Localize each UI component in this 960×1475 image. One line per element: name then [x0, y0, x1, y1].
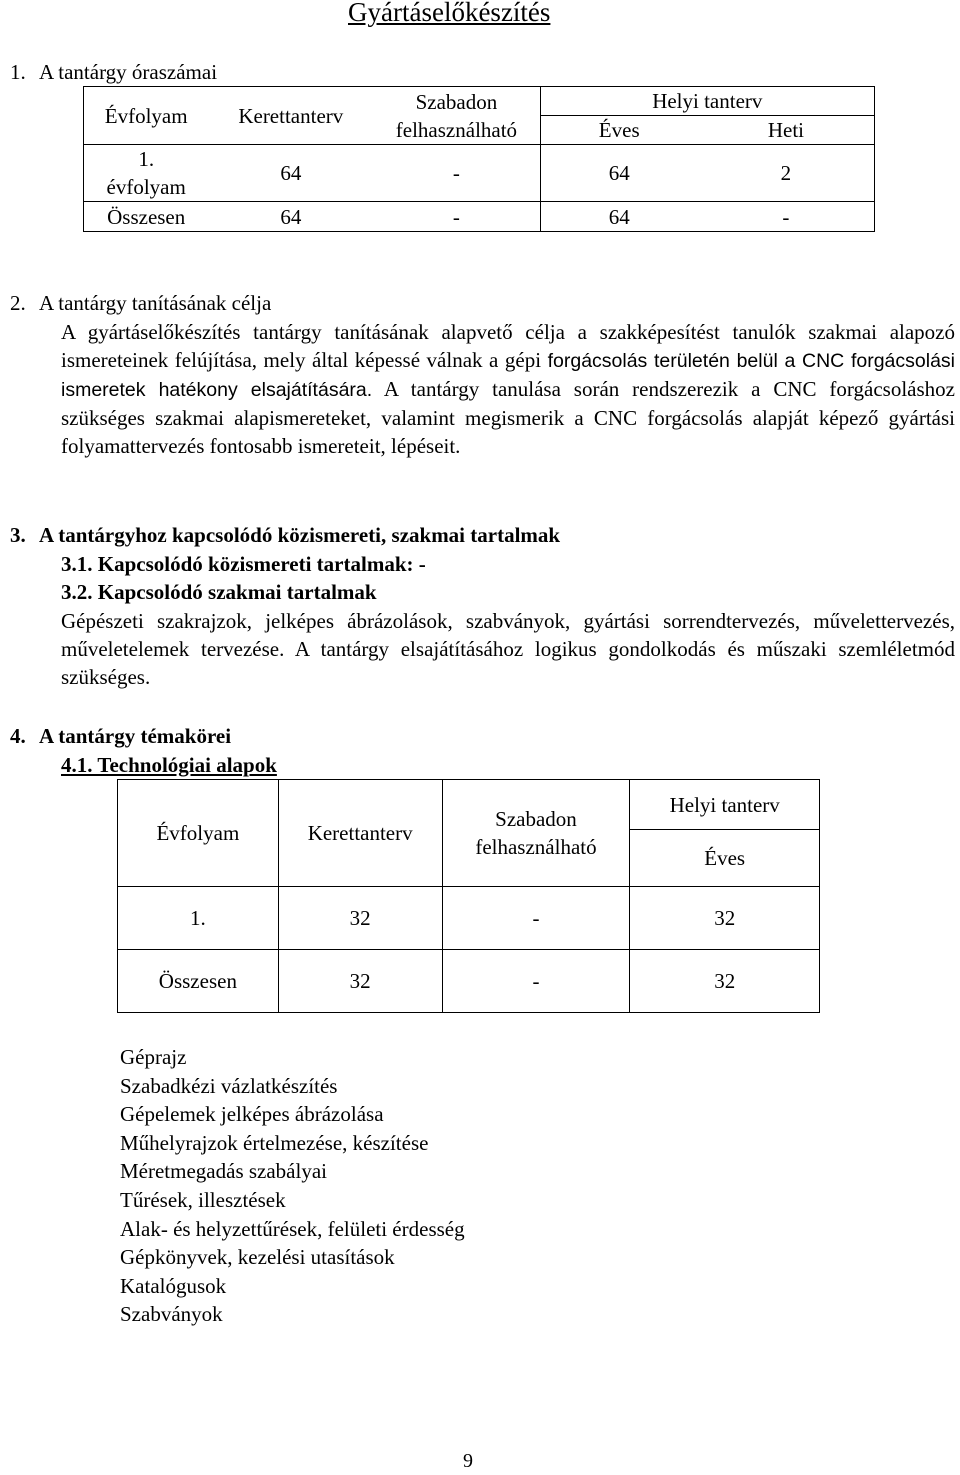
hours-header-helyi: Helyi tanterv — [540, 87, 874, 116]
hours-cell-evfolyam-line1: 1. — [138, 147, 155, 171]
topic-header-eves: Éves — [630, 830, 820, 887]
topic-cell-evfolyam: 1. — [118, 887, 279, 950]
list-item: Szabványok — [120, 1302, 223, 1327]
section4-sub1: 4.1. Technológiai alapok — [61, 753, 277, 777]
hours-cell-szabadon: - — [373, 145, 540, 202]
list-item: Géprajz — [120, 1045, 187, 1069]
topic-cell-szabadon: - — [442, 887, 630, 950]
section2-number: 2. — [10, 291, 26, 315]
topic-cell-evfolyam: Összesen — [118, 950, 279, 1013]
section2-text-part2: forgácsolás területén belül a CNC forgácsolási ismeretek hatékony elsajátítására. — [61, 350, 955, 401]
hours-cell-eves: 64 — [540, 145, 698, 202]
topic-hours-table — [117, 779, 820, 1013]
topic-list — [120, 1043, 465, 1329]
section2-heading — [10, 289, 271, 317]
table-row — [84, 145, 875, 202]
hours-cell-eves: 64 — [540, 202, 698, 232]
list-item: Alak- és helyzettűrések, felületi érdesség — [120, 1216, 465, 1241]
topic-header-helyi: Helyi tanterv — [630, 780, 820, 830]
topic-cell-eves: 32 — [630, 950, 820, 1013]
section2-text-part3: A tantárgy tanulása során rendszerezik a CNC forgácsoláshoz szükséges szakmai alapismereteket, valamint megismerik a CNC forgácsolás alapját képező gyártási folyamattervezés fontosabb ismereteit, lépéseit. — [61, 377, 955, 458]
list-item: Szabadkézi vázlatkészítés — [120, 1073, 338, 1098]
section3-sub2: 3.2. Kapcsolódó szakmai tartalmak — [61, 580, 377, 604]
topic-header-szabadon-line1: Szabadon — [495, 807, 577, 831]
section4-title: A tantárgy témakörei — [39, 724, 232, 748]
page-number: 9 — [463, 1450, 473, 1472]
hours-cell-szabadon: - — [373, 202, 540, 232]
section4-number: 4. — [10, 724, 26, 748]
table-row — [84, 202, 875, 232]
section3-paragraph: Gépészeti szakrajzok, jelképes ábrázolások, szabványok, gyártási sorrendtervezés, művelettervezés, műveletelemek tervezése. A tantárgy elsajátításához logikus gondolkodás és műszaki szemléletmód szükséges. — [61, 609, 955, 689]
list-item: Méretmegadás szabályai — [120, 1159, 327, 1184]
hours-header-szabadon — [373, 87, 540, 145]
hours-header-heti: Heti — [698, 116, 875, 145]
section3-number: 3. — [10, 523, 26, 547]
list-item: Gépelemek jelképes ábrázolása — [120, 1102, 384, 1127]
hours-cell-evfolyam-line2: évfolyam — [106, 175, 186, 199]
section3-heading — [10, 521, 560, 549]
list-item: Műhelyrajzok értelmezése, készítése — [120, 1130, 429, 1155]
section2-title: A tantárgy tanításának célja — [39, 291, 272, 315]
hours-cell-kerettanterv: 64 — [208, 145, 373, 202]
hours-cell-heti: 2 — [698, 145, 875, 202]
document-title: Gyártáselőkészítés — [348, 0, 551, 27]
topic-header-szabadon — [442, 780, 630, 887]
hours-cell-evfolyam — [84, 145, 209, 202]
topic-cell-eves: 32 — [630, 887, 820, 950]
section2-text-part1: A gyártáselőkészítés tantárgy tanításának alapvető célja a szakképesítést tanulók szakmai alapozó ismereteinek felújítása, mely által képessé válnak a gépi — [61, 320, 955, 372]
list-item: Katalógusok — [120, 1273, 227, 1298]
section1-heading — [10, 58, 217, 86]
section3-sub1: 3.1. Kapcsolódó közismereti tartalmak: - — [61, 552, 426, 576]
hours-header-szabadon-line2: felhasználható — [395, 117, 518, 142]
section3-title: A tantárgyhoz kapcsolódó közismereti, szakmai tartalmak — [39, 523, 561, 547]
hours-cell-evfolyam: Összesen — [84, 202, 209, 232]
topic-cell-szabadon: - — [442, 950, 630, 1013]
hours-header-eves: Éves — [540, 116, 698, 145]
hours-cell-heti: - — [698, 202, 875, 232]
section2-paragraph — [61, 318, 955, 460]
table-row — [118, 950, 820, 1013]
hours-table — [83, 86, 875, 232]
topic-header-evfolyam: Évfolyam — [118, 780, 279, 887]
topic-cell-kerettanterv: 32 — [278, 887, 442, 950]
hours-header-szabadon-line1: Szabadon — [415, 89, 498, 114]
hours-header-evfolyam: Évfolyam — [84, 87, 209, 145]
table-row — [118, 887, 820, 950]
section4-heading — [10, 722, 231, 750]
list-item: Tűrések, illesztések — [120, 1187, 286, 1212]
hours-header-kerettanterv: Kerettanterv — [208, 87, 373, 145]
hours-cell-kerettanterv: 64 — [208, 202, 373, 232]
topic-header-szabadon-line2: felhasználható — [475, 835, 597, 859]
section1-title: A tantárgy óraszámai — [39, 60, 218, 84]
list-item: Gépkönyvek, kezelési utasítások — [120, 1245, 395, 1270]
section1-number: 1. — [10, 60, 26, 84]
topic-header-kerettanterv: Kerettanterv — [278, 780, 442, 887]
topic-cell-kerettanterv: 32 — [278, 950, 442, 1013]
